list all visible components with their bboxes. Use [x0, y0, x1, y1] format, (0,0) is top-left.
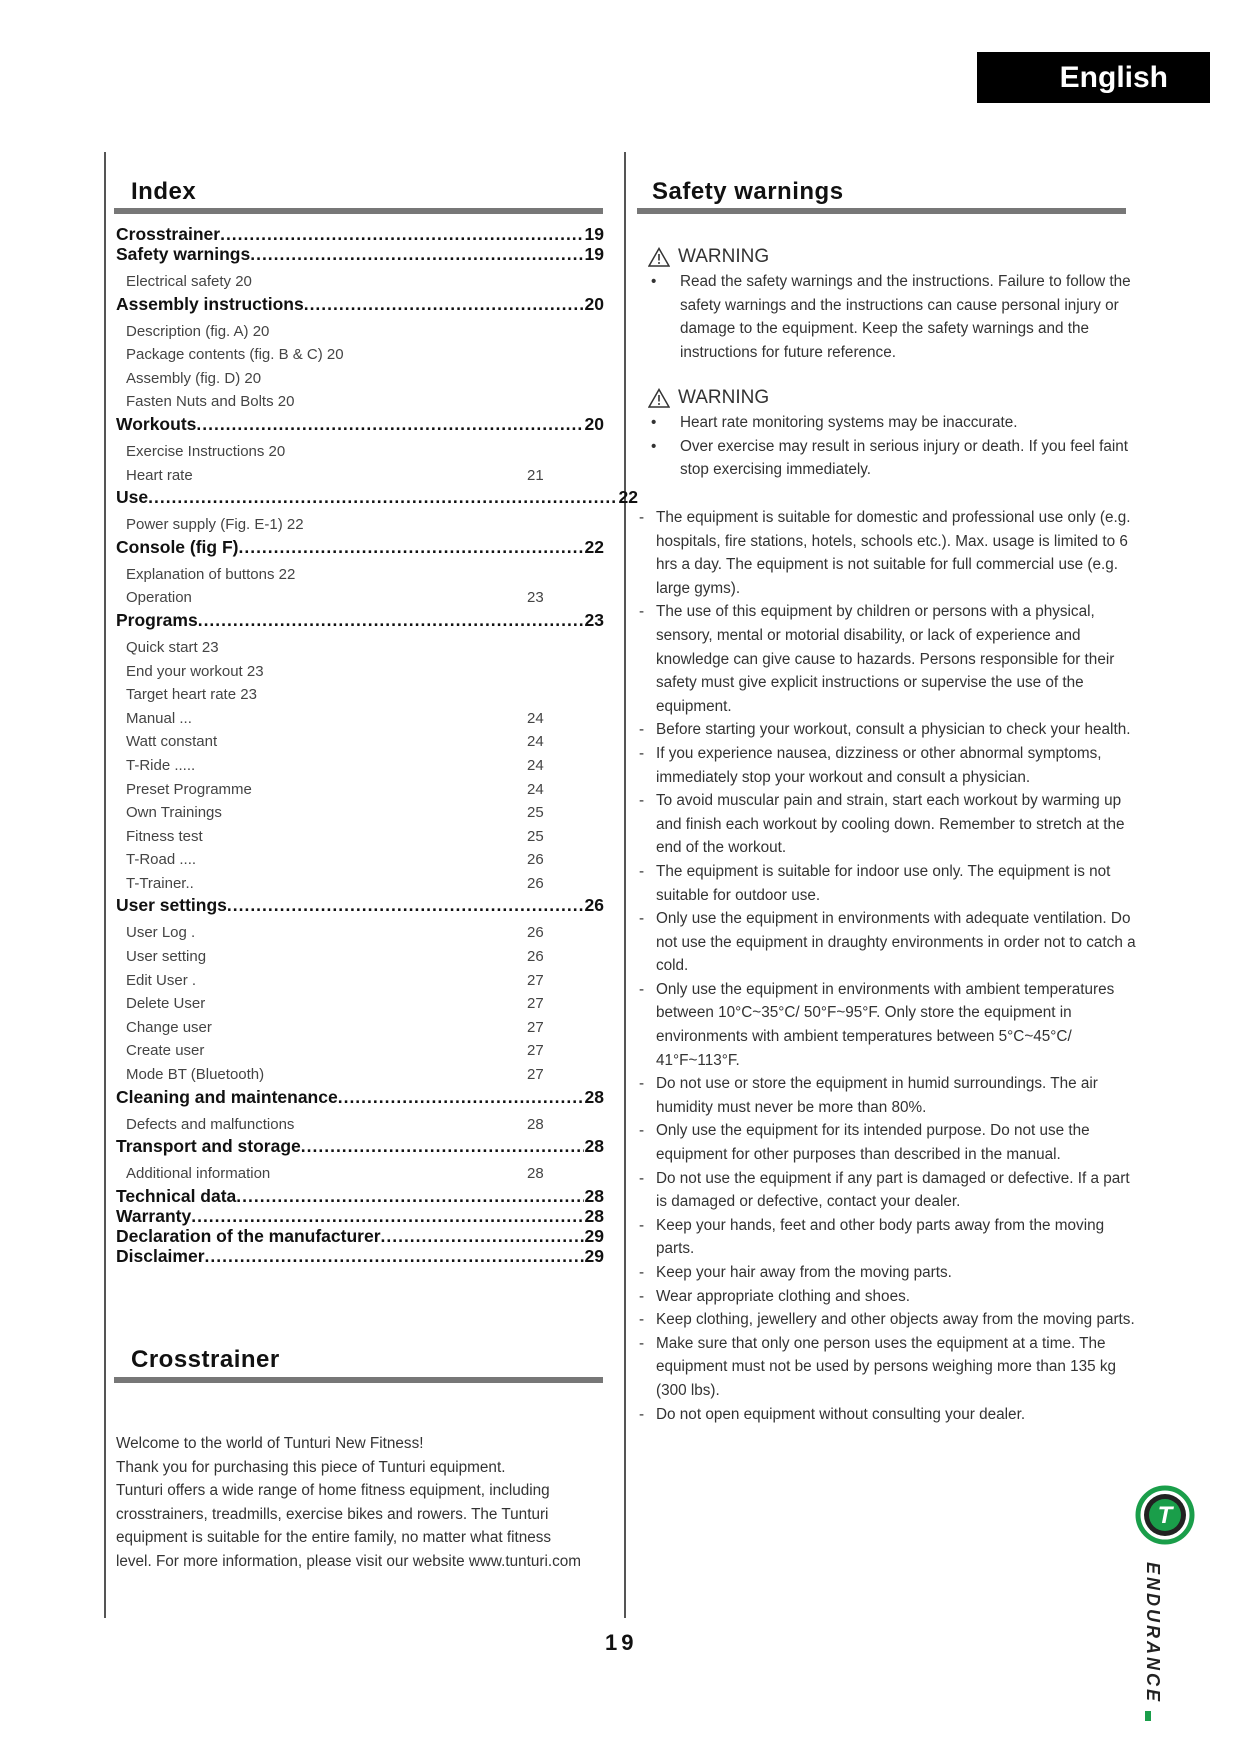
safety-item: - The equipment is suitable for domestic and professional use only (e.g. hospitals, fire stations, hotels, schools etc.). Max. usage is limited to 6 hrs a day. The equipment is not suitable for full commercial use (e.g. large gyms). [639, 506, 1139, 600]
safety-item: - The use of this equipment by children or persons with a physical, sensory, mental or motorial disability, or lack of experience and knowledge can give cause to hazards. Persons responsible for their safety must give explicit instructions or supervise the use of the equipment. [639, 600, 1139, 718]
index-subentry [116, 872, 616, 896]
column-divider-line [624, 152, 626, 1618]
warning-bullets [648, 270, 1138, 364]
index-entry [116, 224, 604, 244]
index-entry-page: 19 [584, 224, 604, 244]
index-subentry-label: Explanation of buttons 22 [126, 565, 296, 583]
index-subentry-page: 27 [527, 1066, 544, 1084]
index-entry-label: Crosstrainer [116, 224, 221, 244]
dot-leader [301, 1136, 584, 1156]
index-entry-label: Cleaning and maintenance [116, 1086, 338, 1107]
dot-leader [148, 487, 617, 507]
intro-line: Welcome to the world of Tunturi New Fitness! [116, 1435, 424, 1452]
index-subentry [116, 683, 616, 707]
index-subentry [116, 1063, 616, 1087]
safety-item: - Before starting your workout, consult a physician to check your health. [639, 718, 1139, 742]
intro-line: Tunturi offers a wide range of home fitness equipment, including [116, 1482, 550, 1500]
dot-leader [198, 610, 584, 630]
index-subentry [116, 390, 616, 414]
warning-triangle-icon [648, 388, 670, 408]
index-subentry [116, 513, 616, 537]
index-entry-label: Declaration of the manufacturer [116, 1225, 381, 1246]
index-list [116, 224, 638, 1266]
index-subentry-page: 26 [527, 851, 544, 869]
index-entry-page: 22 [584, 536, 604, 557]
index-subentry-page: 24 [527, 780, 544, 798]
index-subentry-label: Fasten Nuts and Bolts 20 [126, 393, 295, 411]
index-subentry-page: 24 [527, 709, 544, 727]
safety-list [639, 506, 1139, 1426]
index-title: Index [131, 178, 197, 205]
index-subentry [116, 270, 616, 294]
index-subentry-page: 28 [527, 1165, 544, 1183]
safety-item: - Only use the equipment in environments with ambient temperatures between 10°C~35°C/ 50°F~95°F. Only store the equipment in environments with ambient temperatures between 5°C~45°C/ 41°F~113°F. [639, 978, 1139, 1072]
safety-item: - The equipment is suitable for indoor use only. The equipment is not suitable for outdoor use. [639, 860, 1139, 907]
index-entry-label: Use [116, 487, 149, 508]
index-entry-label: Console (fig F) [116, 536, 239, 557]
index-subentry-label: T-Trainer.. [126, 874, 194, 892]
index-entry-page: 29 [584, 1245, 604, 1266]
index-subentry-page: 28 [527, 1115, 544, 1133]
index-entry [116, 1136, 604, 1156]
index-entry-label: Technical data [116, 1185, 237, 1206]
index-subentry-label: End your workout 23 [126, 662, 264, 680]
index-subentry-page: 26 [527, 874, 544, 892]
safety-title-rule [637, 208, 1126, 214]
intro-line: equipment is suitable for the entire family, no matter what fitness [116, 1529, 552, 1547]
index-subentry-page: 24 [527, 756, 544, 774]
index-entry [116, 1226, 604, 1246]
index-entry [116, 610, 604, 630]
safety-item: - Keep your hair away from the moving parts. [639, 1261, 1139, 1285]
safety-item: - Keep clothing, jewellery and other objects away from the moving parts. [639, 1308, 1139, 1332]
index-entry [116, 537, 604, 557]
index-entry-page: 28 [584, 1185, 604, 1206]
crosstrainer-title-rule [114, 1377, 603, 1383]
index-subentry-label: Mode BT (Bluetooth) [126, 1066, 265, 1084]
warning-bullet: • Heart rate monitoring systems may be inaccurate. [648, 411, 1138, 435]
index-subentry-page: 25 [527, 827, 544, 845]
warning-bullet: • Over exercise may result in serious injury or death. If you feel faint stop exercising immediately. [648, 435, 1138, 482]
index-subentry-label: Quick start 23 [126, 638, 219, 656]
safety-item: - Wear appropriate clothing and shoes. [639, 1285, 1139, 1309]
warning-label: WARNING [678, 246, 770, 267]
index-subentry-page: 21 [527, 466, 544, 484]
safety-item: - Do not open equipment without consulting your dealer. [639, 1403, 1139, 1427]
index-subentry [116, 320, 616, 344]
warning-bullet: • Read the safety warnings and the instructions. Failure to follow the safety warnings and the instructions can cause personal injury or damage to the equipment. Keep the safety warnings and the instructions for future reference. [648, 270, 1138, 364]
warning-label: WARNING [678, 387, 770, 408]
index-subentry-label: Additional information [126, 1165, 271, 1183]
intro-line: crosstrainers, treadmills, exercise bikes and rowers. The Tunturi [116, 1505, 549, 1523]
crosstrainer-intro [116, 1432, 611, 1574]
index-entry-page: 23 [584, 609, 604, 630]
index-entry [116, 1186, 604, 1206]
index-subentry [116, 660, 616, 684]
index-entry-label: User settings [116, 895, 227, 916]
index-subentry [116, 367, 616, 391]
index-subentry [116, 969, 616, 993]
index-subentry-label: Electrical safety 20 [126, 273, 252, 290]
endurance-wordmark [1135, 1556, 1175, 1726]
index-subentry-label: Description (fig. A) 20 [126, 322, 270, 340]
intro-line: level. For more information, please visit our website www.tunturi.com [116, 1552, 582, 1570]
index-entry [116, 895, 604, 915]
index-subentry-label: Fitness test [126, 827, 203, 845]
index-subentry-label: Edit User . [126, 971, 197, 989]
index-subentry [116, 563, 616, 587]
index-subentry-label: Assembly (fig. D) 20 [126, 369, 262, 387]
index-subentry [116, 730, 616, 754]
dot-leader [236, 1186, 583, 1206]
tunturi-t-logo-icon [1135, 1485, 1195, 1545]
index-subentry-label: Operation [126, 589, 192, 607]
index-entry-page: 29 [584, 1225, 604, 1246]
dot-leader [220, 224, 583, 244]
index-subentry-label: User Log . [126, 924, 196, 942]
page-number: 19 [605, 1630, 638, 1655]
index-entry-label: Workouts [116, 413, 197, 434]
dot-leader [227, 895, 584, 915]
warning-bullets [648, 411, 1138, 482]
index-subentry [116, 848, 616, 872]
tunturi-endurance-logo [1135, 1485, 1195, 1726]
crosstrainer-title: Crosstrainer [131, 1346, 280, 1373]
index-subentry-label: Package contents (fig. B & C) 20 [126, 346, 344, 364]
index-subentry-label: T-Ride ..... [126, 756, 196, 774]
index-subentry-page: 26 [527, 924, 544, 942]
index-subentry-label: Change user [126, 1018, 212, 1036]
index-entry-page: 28 [584, 1086, 604, 1107]
dot-leader [196, 414, 583, 434]
dot-leader [205, 1246, 584, 1266]
index-subentry [116, 636, 616, 660]
dot-leader [304, 294, 584, 314]
index-subentry-page: 25 [527, 804, 544, 822]
index-subentry-label: T-Road .... [126, 851, 197, 869]
safety-item: - To avoid muscular pain and strain, start each workout by warming up and finish each workout by cooling down. Remember to stretch at the end of the workout. [639, 789, 1139, 860]
index-entry [116, 487, 638, 507]
logo-accent-bar [1145, 1711, 1151, 1721]
index-subentry [116, 464, 616, 488]
index-entry-page: 20 [584, 293, 604, 314]
index-entry-label: Transport and storage [116, 1136, 301, 1157]
index-subentry [116, 440, 616, 464]
index-title-rule [114, 208, 603, 214]
logo-letter: T [1157, 1502, 1173, 1529]
index-subentry-page: 26 [527, 948, 544, 966]
index-subentry [116, 1039, 616, 1063]
index-entry-page: 19 [584, 244, 604, 264]
index-subentry [116, 778, 616, 802]
index-entry [116, 294, 604, 314]
index-entry-label: Warranty [116, 1205, 192, 1226]
safety-title: Safety warnings [652, 178, 844, 205]
index-subentry-label: Heart rate [126, 466, 193, 484]
index-entry-page: 28 [584, 1136, 604, 1157]
warning-heading [648, 385, 1138, 411]
dot-leader [238, 537, 583, 557]
index-subentry-page: 24 [527, 733, 544, 751]
index-subentry-page: 27 [527, 1042, 544, 1060]
warning-block-1 [648, 244, 1138, 364]
safety-item: - Only use the equipment for its intended purpose. Do not use the equipment for other purposes than described in the manual. [639, 1119, 1139, 1166]
index-entry-page: 28 [584, 1205, 604, 1226]
index-subentry [116, 921, 616, 945]
safety-item: - Make sure that only one person uses the equipment at a time. The equipment must not be used by persons weighing more than 135 kg (300 lbs). [639, 1332, 1139, 1403]
safety-item: - Only use the equipment in environments with adequate ventilation. Do not use the equipment in draughty environments in order not to catch a cold. [639, 907, 1139, 978]
dot-leader [250, 244, 583, 264]
index-entry-page: 22 [618, 487, 638, 508]
index-subentry-label: User setting [126, 948, 207, 966]
index-subentry [116, 586, 616, 610]
index-subentry [116, 992, 616, 1016]
safety-item: - Do not use or store the equipment in humid surroundings. The air humidity must never be more than 80%. [639, 1072, 1139, 1119]
index-subentry [116, 801, 616, 825]
index-entry-label: Programs [116, 609, 198, 630]
index-subentry-label: Manual ... [126, 709, 192, 727]
intro-line: Thank you for purchasing this piece of Tunturi equipment. [116, 1458, 506, 1476]
index-subentry-label: Own Trainings [126, 804, 222, 822]
index-entry [116, 1206, 604, 1226]
index-entry-label: Safety warnings [116, 244, 251, 264]
dot-leader [338, 1087, 584, 1107]
index-subentry-page: 27 [527, 995, 544, 1013]
index-subentry-label: Preset Programme [126, 780, 252, 798]
dot-leader [381, 1226, 584, 1246]
index-entry-page: 20 [584, 413, 604, 434]
index-entry-label: Disclaimer [116, 1245, 205, 1266]
warning-triangle-icon [648, 247, 670, 267]
safety-item: - Keep your hands, feet and other body parts away from the moving parts. [639, 1214, 1139, 1261]
index-subentry-label: Create user [126, 1042, 205, 1060]
index-entry [116, 414, 604, 434]
index-subentry-label: Target heart rate 23 [126, 686, 257, 704]
index-entry [116, 1246, 604, 1266]
index-subentry-page: 27 [527, 971, 544, 989]
index-subentry [116, 1162, 616, 1186]
warning-heading [648, 244, 1138, 270]
index-subentry [116, 825, 616, 849]
index-entry [116, 244, 604, 264]
index-subentry [116, 1016, 616, 1040]
index-subentry-page: 23 [527, 589, 544, 607]
index-subentry-label: Watt constant [126, 733, 218, 751]
warning-block-2 [648, 385, 1138, 482]
index-subentry [116, 945, 616, 969]
index-subentry-label: Defects and malfunctions [126, 1115, 295, 1133]
index-subentry [116, 707, 616, 731]
index-subentry-label: Power supply (Fig. E-1) 22 [126, 516, 304, 534]
index-entry-label: Assembly instructions [116, 293, 304, 314]
index-subentry [116, 754, 616, 778]
index-entry-page: 26 [584, 895, 604, 916]
index-subentry-page: 27 [527, 1018, 544, 1036]
left-margin-line [104, 152, 106, 1618]
safety-item: - Do not use the equipment if any part is damaged or defective. If a part is damaged or defective, contact your dealer. [639, 1167, 1139, 1214]
safety-item: - If you experience nausea, dizziness or other abnormal symptoms, immediately stop your workout and consult a physician. [639, 742, 1139, 789]
index-subentry-label: Exercise Instructions 20 [126, 442, 286, 460]
logo-brand-text: ENDURANCE [1143, 1562, 1163, 1705]
index-subentry [116, 1113, 616, 1137]
language-tab: English [977, 52, 1210, 103]
index-subentry [116, 343, 616, 367]
index-subentry-label: Delete User [126, 995, 206, 1013]
dot-leader [191, 1206, 583, 1226]
index-entry [116, 1087, 604, 1107]
